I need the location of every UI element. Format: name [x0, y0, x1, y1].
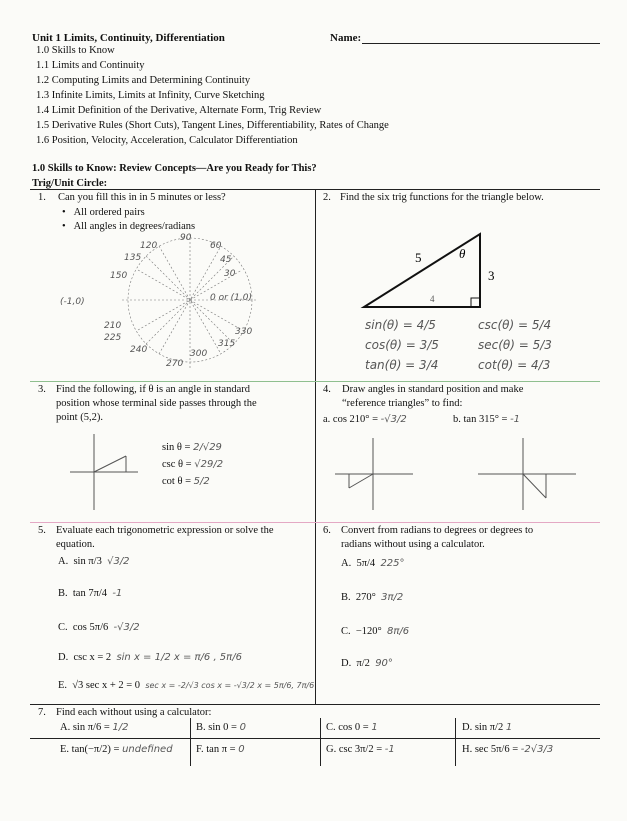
- q6-line: radians without using a calculator.: [341, 539, 485, 550]
- toc-item: 1.5 Derivative Rules (Short Cuts), Tangent Lines, Differentiability, Rates of Change: [36, 120, 389, 131]
- q6-item: [341, 626, 409, 637]
- q1-text: Can you fill this in in 5 minutes or less?: [58, 192, 226, 203]
- q2-answer: sin(θ) = 4/5: [365, 318, 436, 332]
- q7-item-expr: csc 3π/2 =: [338, 744, 383, 755]
- circle-label: 45: [220, 255, 232, 265]
- q7-item: [462, 744, 553, 755]
- circle-label: 240: [130, 345, 148, 355]
- circle-label: (-1,0): [60, 297, 85, 307]
- q7-item: [326, 744, 395, 755]
- name-label: Name:: [330, 32, 362, 44]
- q4-part-a-answer: -√3/2: [380, 414, 407, 425]
- q4-line: “reference triangles” to find:: [342, 398, 463, 409]
- circle-label: 30: [224, 269, 236, 279]
- q5-item-letter: E.: [58, 680, 68, 691]
- q6-item-answer: 3π/2: [381, 592, 404, 603]
- q7-item-answer: -2√3/3: [520, 744, 554, 755]
- q3-line: point (5,2).: [56, 412, 103, 423]
- q3-line: position whose terminal side passes through the: [56, 398, 257, 409]
- q3-item: [162, 476, 210, 487]
- q6-number: 6.: [323, 525, 331, 536]
- q4-part-a: [323, 414, 407, 425]
- q6-item-letter: C.: [341, 626, 351, 637]
- q1-bullet-text: All ordered pairs: [73, 207, 145, 218]
- q7-item-answer: 0: [239, 722, 246, 733]
- right-triangle-diagram: [360, 222, 510, 312]
- q5-number: 5.: [38, 525, 46, 536]
- unit-title: Unit 1 Limits, Continuity, Differentiation: [32, 32, 225, 44]
- q3-number: 3.: [38, 384, 46, 395]
- q5-item-answer: -√3/2: [113, 622, 140, 633]
- toc-item: 1.2 Computing Limits and Determining Continuity: [36, 75, 251, 86]
- q5-item-answer: -1: [112, 588, 123, 599]
- q7-item: [60, 722, 128, 733]
- theta-label: θ: [459, 246, 466, 261]
- q2-answer: cos(θ) = 3/5: [365, 338, 439, 352]
- q6-item: [341, 592, 403, 603]
- q5-item-letter: D.: [58, 652, 69, 663]
- q3-item-label: cot θ =: [162, 476, 192, 487]
- q7-item-letter: G.: [326, 744, 337, 755]
- q5-item: [58, 622, 140, 633]
- q2-answer: sec(θ) = 5/3: [478, 338, 552, 352]
- q6-item-answer: 225°: [380, 558, 405, 569]
- q5-item-answer: sin x = 1/2 x = π/6 , 5π/6: [116, 652, 242, 663]
- q7-item: [196, 744, 245, 755]
- q4a-sketch: [335, 438, 415, 510]
- toc-item: 1.3 Infinite Limits, Limits at Infinity, Curve Sketching: [36, 90, 265, 101]
- divider: [30, 704, 600, 705]
- q5-item-expr: tan 7π/4: [72, 588, 108, 599]
- q6-item-expr: 270°: [355, 592, 376, 603]
- q7-col-divider: [320, 718, 321, 766]
- q7-item-letter: H.: [462, 744, 473, 755]
- q3-item-answer: √29/2: [194, 459, 224, 470]
- q3-line: Find the following, if θ is an angle in standard: [56, 384, 250, 395]
- q5-item: [58, 588, 122, 599]
- q5-item-answer: √3/2: [107, 556, 130, 567]
- q7-item: [326, 722, 378, 733]
- q6-item-expr: π/2: [356, 658, 370, 669]
- toc-item: 1.1 Limits and Continuity: [36, 60, 145, 71]
- q6-item-letter: B.: [341, 592, 351, 603]
- q3-item-label: sin θ =: [162, 442, 191, 453]
- toc-item: 1.0 Skills to Know: [36, 45, 115, 56]
- q2-answer: csc(θ) = 5/4: [478, 318, 552, 332]
- q7-item-answer: -1: [384, 744, 395, 755]
- q7-item-expr: sin 0 =: [208, 722, 237, 733]
- circle-label: 60: [210, 241, 222, 251]
- q7-item-answer: undefined: [122, 744, 173, 755]
- circle-label: 0 or (1,0): [210, 293, 252, 303]
- q5-item-letter: A.: [58, 556, 69, 567]
- section-title: 1.0 Skills to Know: Review Concepts—Are you Ready for This?: [32, 163, 317, 174]
- q7-item-letter: F.: [196, 744, 204, 755]
- q3-item: [162, 459, 223, 470]
- q7-col-divider: [455, 718, 456, 766]
- q5-item-letter: C.: [58, 622, 68, 633]
- q4b-sketch: [478, 438, 578, 510]
- q7-item: [196, 722, 246, 733]
- toc-item: 1.6 Position, Velocity, Acceleration, Calculator Differentiation: [36, 135, 298, 146]
- q6-item-letter: D.: [341, 658, 352, 669]
- q5-item-expr: csc x = 2: [73, 652, 112, 663]
- q5-line: Evaluate each trigonometric expression or solve the: [56, 525, 274, 536]
- q6-item-answer: 8π/6: [387, 626, 410, 637]
- q7-item-expr: tan π =: [206, 744, 236, 755]
- q3-item-answer: 5/2: [193, 476, 210, 487]
- q7-item-answer: 0: [238, 744, 245, 755]
- q4-part-b-answer: -1: [510, 414, 521, 425]
- q6-item-expr: 5π/4: [356, 558, 376, 569]
- divider: [30, 381, 600, 382]
- q2-answer: tan(θ) = 3/4: [365, 358, 439, 372]
- q7-item-letter: B.: [196, 722, 206, 733]
- q6-item-letter: A.: [341, 558, 352, 569]
- q5-item-expr: cos 5π/6: [72, 622, 109, 633]
- q1-bullet: • All angles in degrees/radians: [62, 221, 196, 232]
- q1-number: 1.: [38, 192, 46, 203]
- section-subtitle: Trig/Unit Circle:: [32, 178, 108, 189]
- adj-label: 4: [430, 294, 435, 304]
- hyp-label: 5: [415, 250, 422, 265]
- circle-label: 135: [124, 253, 142, 263]
- q5-item: [58, 652, 242, 663]
- circle-label: 120: [140, 241, 158, 251]
- circle-label: 90: [180, 233, 192, 243]
- q6-item: [341, 558, 405, 569]
- divider: [30, 522, 600, 523]
- q7-item-letter: E.: [60, 744, 70, 755]
- circle-label: 300: [190, 349, 208, 359]
- q7-item-expr: cos 0 =: [338, 722, 369, 733]
- toc-item: 1.4 Limit Definition of the Derivative, Alternate Form, Trig Review: [36, 105, 322, 116]
- q7-item-expr: sec 5π/6 =: [474, 744, 519, 755]
- opp-label: 3: [488, 268, 495, 283]
- q5-item-answer: sec x = -2/√3 cos x = -√3/2 x = 5π/6, 7π/6: [145, 681, 315, 690]
- q4-line: Draw angles in standard position and make: [342, 384, 524, 395]
- q2-number: 2.: [323, 192, 331, 203]
- q7-item-expr: sin π/6 =: [72, 722, 110, 733]
- q4-number: 4.: [323, 384, 331, 395]
- q5-item-expr: sin π/3: [73, 556, 102, 567]
- q6-item-answer: 90°: [375, 658, 393, 669]
- q6-line: Convert from radians to degrees or degrees to: [341, 525, 534, 536]
- q7-item-letter: C.: [326, 722, 336, 733]
- circle-label: 270: [166, 359, 184, 369]
- q5-line: equation.: [56, 539, 95, 550]
- circle-label: 330: [235, 327, 253, 337]
- q7-item: [60, 744, 173, 755]
- q7-item-letter: D.: [462, 722, 473, 733]
- q4-part-b-label: b. tan 315° =: [453, 414, 508, 425]
- q4-part-a-label: a. cos 210° =: [323, 414, 379, 425]
- q7-item-answer: 1: [505, 722, 513, 733]
- circle-label: 150: [110, 271, 128, 281]
- q1-bullet-text: All angles in degrees/radians: [73, 221, 196, 232]
- q7-text: Find each without using a calculator:: [56, 707, 212, 718]
- q7-item-expr: sin π/2: [474, 722, 504, 733]
- q7-row-divider: [30, 738, 600, 739]
- q7-item-letter: A.: [60, 722, 71, 733]
- q5-item: [58, 680, 314, 691]
- q6-item-expr: −120°: [355, 626, 382, 637]
- q4-part-b: [453, 414, 520, 425]
- circle-label: 315: [218, 339, 236, 349]
- unit-circle-diagram: [60, 228, 315, 380]
- q3-sketch: [70, 432, 140, 512]
- circle-label: 225: [104, 333, 122, 343]
- q7-col-divider: [190, 718, 191, 766]
- q7-item-expr: tan(−π/2) =: [71, 744, 120, 755]
- q5-item-letter: B.: [58, 588, 68, 599]
- q2-answer: cot(θ) = 4/3: [478, 358, 551, 372]
- q5-item: [58, 556, 130, 567]
- divider: [315, 189, 316, 704]
- q3-item-label: csc θ =: [162, 459, 192, 470]
- q3-item-answer: 2/√29: [193, 442, 222, 453]
- q5-item-expr: √3 sec x + 2 = 0: [72, 680, 141, 691]
- q3-item: [162, 442, 222, 453]
- q2-text: Find the six trig functions for the triangle below.: [340, 192, 544, 203]
- name-line: [362, 43, 600, 44]
- circle-label: 210: [104, 321, 122, 331]
- q1-bullet: • All ordered pairs: [62, 207, 145, 218]
- q7-item-answer: 1: [371, 722, 378, 733]
- q7-number: 7.: [38, 707, 46, 718]
- q7-item-answer: 1/2: [112, 722, 129, 733]
- q7-item: [462, 722, 512, 733]
- q6-item: [341, 658, 393, 669]
